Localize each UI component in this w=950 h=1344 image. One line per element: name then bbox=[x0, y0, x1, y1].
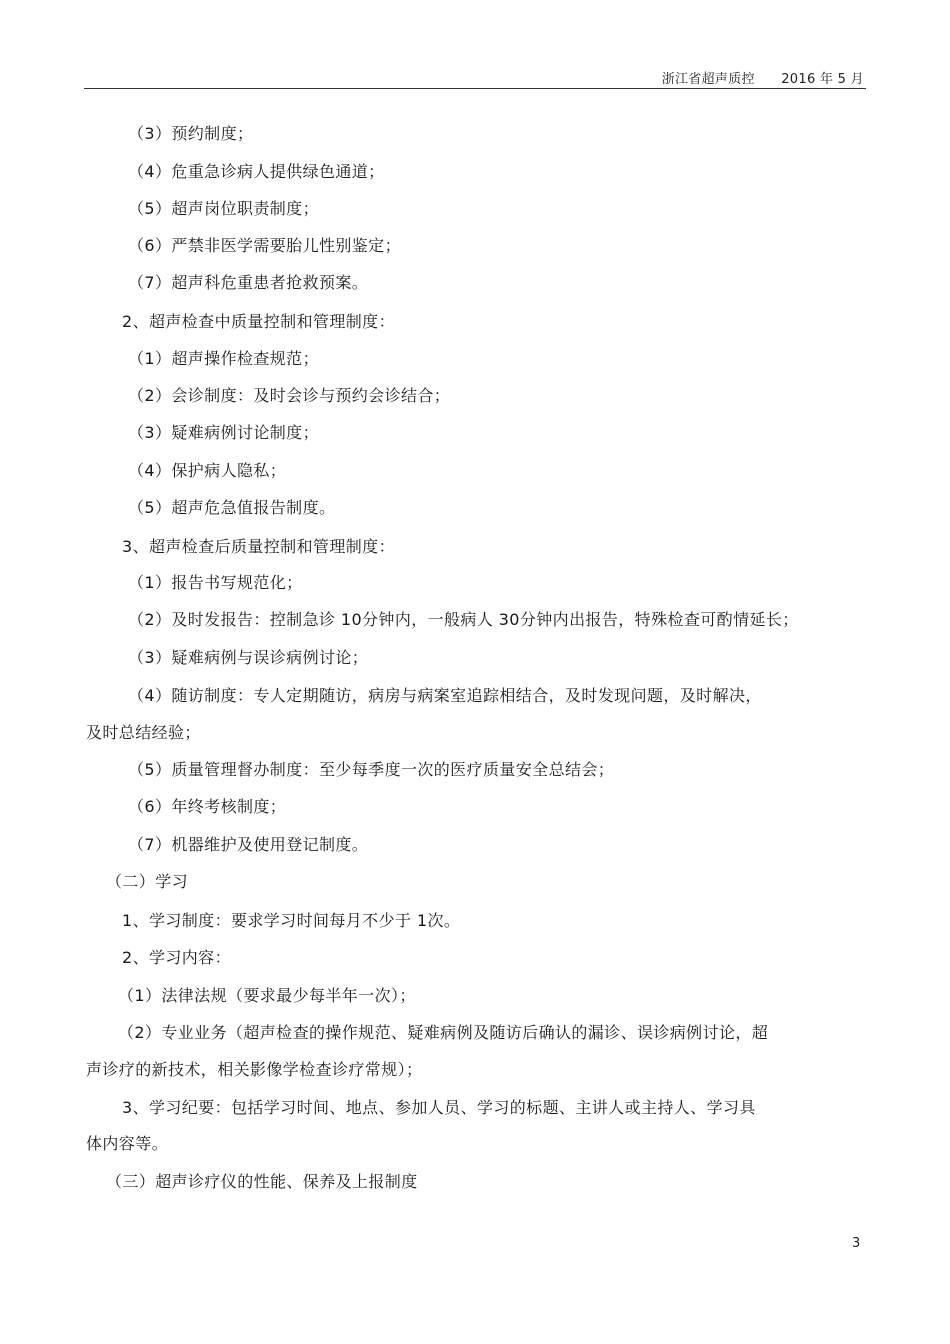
text-line: （2）及时发报告：控制急诊 10分钟内，一般病人 30分钟内出报告，特殊检查可酌情延长； bbox=[128, 610, 799, 629]
text-line: 1、学习制度：要求学习时间每月不少于 1次。 bbox=[122, 911, 461, 930]
text-line-continued: 及时总结经验； bbox=[86, 723, 201, 742]
text-line: （4）保护病人隐私； bbox=[128, 461, 287, 480]
text-line: （6）严禁非医学需要胎儿性别鉴定； bbox=[128, 236, 401, 255]
section-heading: 3、超声检查后质量控制和管理制度： bbox=[122, 537, 395, 556]
section-heading: 2、超声检查中质量控制和管理制度： bbox=[122, 312, 395, 331]
text-line-continued: 声诊疗的新技术，相关影像学检查诊疗常规）； bbox=[86, 1060, 423, 1079]
text-line: （4）危重急诊病人提供绿色通道； bbox=[128, 162, 385, 181]
text-line: 2、学习内容： bbox=[122, 948, 231, 967]
text-line: （5）质量管理督办制度：至少每季度一次的医疗质量安全总结会； bbox=[128, 760, 615, 779]
text-line: （7）机器维护及使用登记制度。 bbox=[128, 835, 369, 854]
text-line: （5）超声危急值报告制度。 bbox=[128, 498, 336, 517]
text-line: （1）法律法规（要求最少每半年一次）； bbox=[118, 986, 416, 1005]
section-heading: （三）超声诊疗仪的性能、保养及上报制度 bbox=[106, 1172, 418, 1191]
text-line: （6）年终考核制度； bbox=[128, 797, 287, 816]
text-line: （2）会诊制度：及时会诊与预约会诊结合； bbox=[128, 386, 451, 405]
text-line-continued: 体内容等。 bbox=[86, 1134, 169, 1153]
header-date: 2016 年 5 月 bbox=[781, 72, 864, 87]
text-line: （4）随访制度：专人定期随访，病房与病案室追踪相结合，及时发现问题，及时解决， bbox=[128, 686, 762, 705]
text-line: （1）报告书写规范化； bbox=[128, 573, 303, 592]
header-org: 浙江省超声质控 bbox=[661, 72, 755, 87]
text-line: （3）疑难病例与误诊病例讨论； bbox=[128, 648, 369, 667]
text-line: （5）超声岗位职责制度； bbox=[128, 199, 319, 218]
section-heading: （二）学习 bbox=[106, 872, 189, 891]
text-line: （1）超声操作检查规范； bbox=[128, 349, 319, 368]
text-line: （2）专业业务（超声检查的操作规范、疑难病例及随访后确认的漏诊、误诊病例讨论，超 bbox=[118, 1023, 769, 1042]
text-line: （7）超声科危重患者抢救预案。 bbox=[128, 273, 369, 292]
text-line: （3）预约制度； bbox=[128, 124, 254, 143]
page-number: 3 bbox=[852, 1236, 861, 1251]
text-line: （3）疑难病例讨论制度； bbox=[128, 423, 319, 442]
text-line: 3、学习纪要：包括学习时间、地点、参加人员、学习的标题、主讲人或主持人、学习具 bbox=[122, 1098, 756, 1117]
